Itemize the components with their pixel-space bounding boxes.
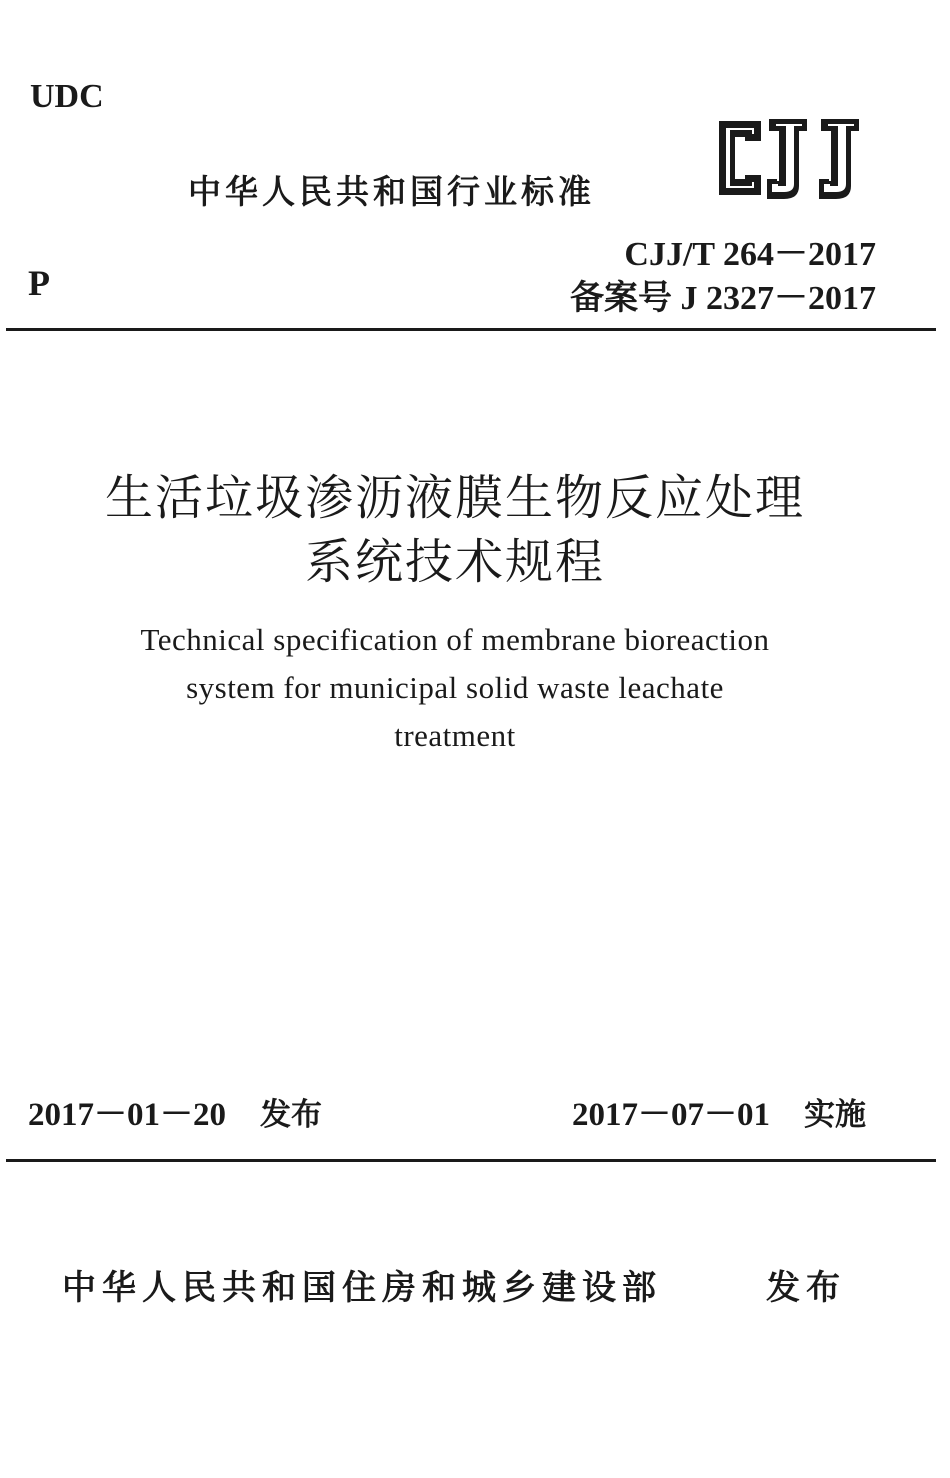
issue-date-label: 发布 xyxy=(260,1097,322,1133)
cjj-logo xyxy=(706,112,882,204)
implementation-date: 2017－07－01 xyxy=(572,1097,770,1133)
implementation-date-label: 实施 xyxy=(804,1097,866,1133)
title-english-line-3: treatment xyxy=(394,718,516,753)
implementation-date-block xyxy=(572,1088,866,1135)
title-english-line-2: system for municipal solid waste leachate xyxy=(186,670,724,705)
udc-label: UDC xyxy=(30,78,104,115)
cjj-logo-graphic xyxy=(706,112,882,204)
bottom-divider xyxy=(6,1159,936,1162)
title-chinese-line-1: 生活垃圾渗沥液膜生物反应处理 xyxy=(104,470,805,526)
category-letter: P xyxy=(28,263,50,303)
top-divider xyxy=(6,328,936,331)
standard-category: 中华人民共和国行业标准 xyxy=(188,172,595,211)
issue-date-block xyxy=(28,1088,322,1135)
issuing-authority-action: 发布 xyxy=(766,1268,846,1308)
title-chinese-line-2: 系统技术规程 xyxy=(304,534,605,590)
record-number: 备案号 J 2327－2017 xyxy=(570,280,876,317)
title-english-line-1: Technical specification of membrane bioreaction xyxy=(140,622,770,657)
standard-code: CJJ/T 264－2017 xyxy=(624,236,876,273)
issuing-authority: 中华人民共和国住房和城乡建设部 xyxy=(62,1268,662,1308)
issue-date: 2017－01－20 xyxy=(28,1097,226,1133)
